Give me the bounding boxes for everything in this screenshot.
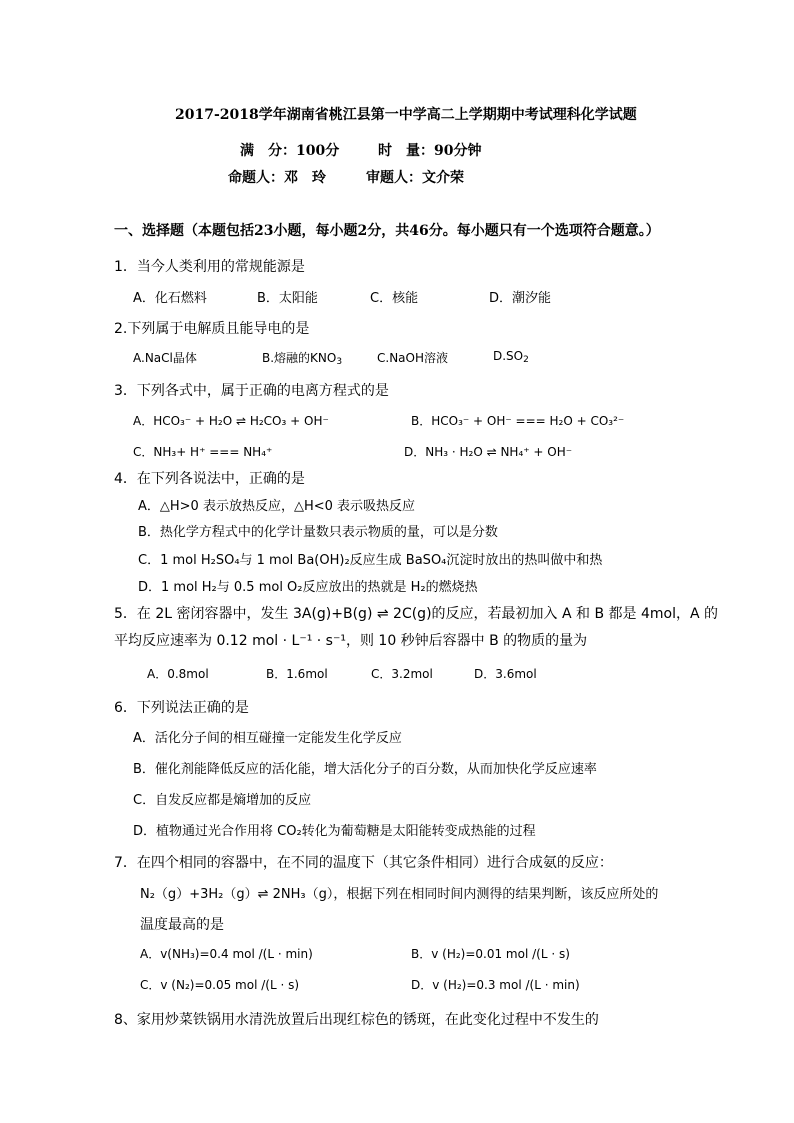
question-2-option-d: $D.SO_2$	[493, 349, 529, 365]
question-6-option-d: D．植物通过光合作用将 CO₂转化为葡萄糖是太阳能转变成热能的过程	[133, 824, 536, 839]
question-2-stem: 2.下列属于电解质且能导电的是	[114, 321, 310, 337]
question-7-equation: N₂（g）+3H₂（g）⇌ 2NH₃（g），根据下列在相同时间内测得的结果判断，该反应所处的	[140, 887, 659, 902]
question-5-stem-line1: 5．在 2L 密闭容器中，发生 3A(g)+B(g) ⇌ 2C(g)的反应，若最初加入 A 和 B 都是 4mol，A 的	[114, 606, 718, 622]
question-5-stem-line2: 平均反应速率为 0.12 mol · L⁻¹ · s⁻¹，则 10 秒钟后容器中 B 的物质的量为	[114, 633, 588, 649]
question-4-option-d: D．1 mol H₂与 0.5 mol O₂反应放出的热就是 H₂的燃烧热	[138, 580, 478, 595]
question-1-option-c: C．核能	[370, 291, 419, 306]
question-6-option-b: B．催化剂能降低反应的活化能，增大活化分子的百分数，从而加快化学反应速率	[133, 762, 597, 777]
question-2-option-a: A.NaCl晶体	[133, 351, 197, 365]
question-4-option-c: C．1 mol H₂SO₄与 1 mol Ba(OH)₂反应生成 BaSO₄沉淀时放出的热叫做中和热	[138, 553, 603, 568]
section-heading: 一、选择题（本题包括23小题，每小题2分，共46分。每小题只有一个选项符合题意。）	[114, 223, 660, 239]
question-1-option-b: B．太阳能	[257, 291, 318, 306]
question-3-option-b: B．HCO₃⁻ + OH⁻ === H₂O + CO₃²⁻	[411, 414, 625, 428]
reviewer-info: 审题人：文介荣	[366, 170, 464, 186]
question-6-option-c: C．自发反应都是熵增加的反应	[133, 793, 312, 808]
question-5-option-c: C．3.2mol	[371, 667, 433, 681]
question-1-option-a: A．化石燃料	[133, 291, 207, 306]
question-3-option-c: C．NH₃+ H⁺ === NH₄⁺	[133, 445, 273, 459]
question-8-stem: 8、家用炒菜铁锅用水清洗放置后出现红棕色的锈斑，在此变化过程中不发生的	[114, 1012, 599, 1028]
question-3-stem: 3．下列各式中，属于正确的电离方程式的是	[114, 383, 389, 399]
question-7-stem-line2: 温度最高的是	[140, 917, 224, 933]
question-2-option-b: B.熔融的$KNO_3$	[262, 351, 343, 367]
question-7-option-a: A．v(NH₃)=0.4 mol /(L · min)	[140, 947, 313, 961]
setter-info: 命题人：邓 玲	[228, 170, 326, 186]
question-5-option-a: A．0.8mol	[147, 667, 209, 681]
question-3-option-d: D．NH₃ · H₂O ⇌ NH₄⁺ + OH⁻	[404, 445, 573, 459]
question-5-option-b: B．1.6mol	[266, 667, 328, 681]
question-7-option-c: C．v (N₂)=0.05 mol /(L · s)	[140, 978, 300, 992]
question-5-option-d: D．3.6mol	[474, 667, 537, 681]
question-4-stem: 4．在下列各说法中，正确的是	[114, 471, 305, 487]
question-6-option-a: A．活化分子间的相互碰撞一定能发生化学反应	[133, 731, 402, 746]
question-7-option-b: B．v (H₂)=0.01 mol /(L · s)	[411, 947, 570, 961]
question-2-option-c: C.NaOH溶液	[377, 351, 448, 365]
question-7-option-d: D．v (H₂)=0.3 mol /(L · min)	[411, 978, 580, 992]
question-6-stem: 6．下列说法正确的是	[114, 700, 249, 716]
question-4-option-a: A．△H>0 表示放热反应，△H<0 表示吸热反应	[138, 499, 416, 514]
question-7-stem: 7．在四个相同的容器中，在不同的温度下（其它条件相同）进行合成氨的反应：	[114, 855, 613, 871]
question-1-stem: 1．当今人类利用的常规能源是	[114, 259, 305, 275]
score-info: 满 分：100分	[240, 143, 340, 159]
exam-title: 2017-2018学年湖南省桃江县第一中学高二上学期期中考试理科化学试题	[175, 107, 637, 123]
question-1-option-d: D．潮汐能	[489, 291, 552, 306]
question-4-option-b: B．热化学方程式中的化学计量数只表示物质的量，可以是分数	[138, 525, 498, 540]
time-info: 时 量：90分钟	[378, 143, 482, 159]
question-3-option-a: A．HCO₃⁻ + H₂O ⇌ H₂CO₃ + OH⁻	[133, 414, 329, 428]
